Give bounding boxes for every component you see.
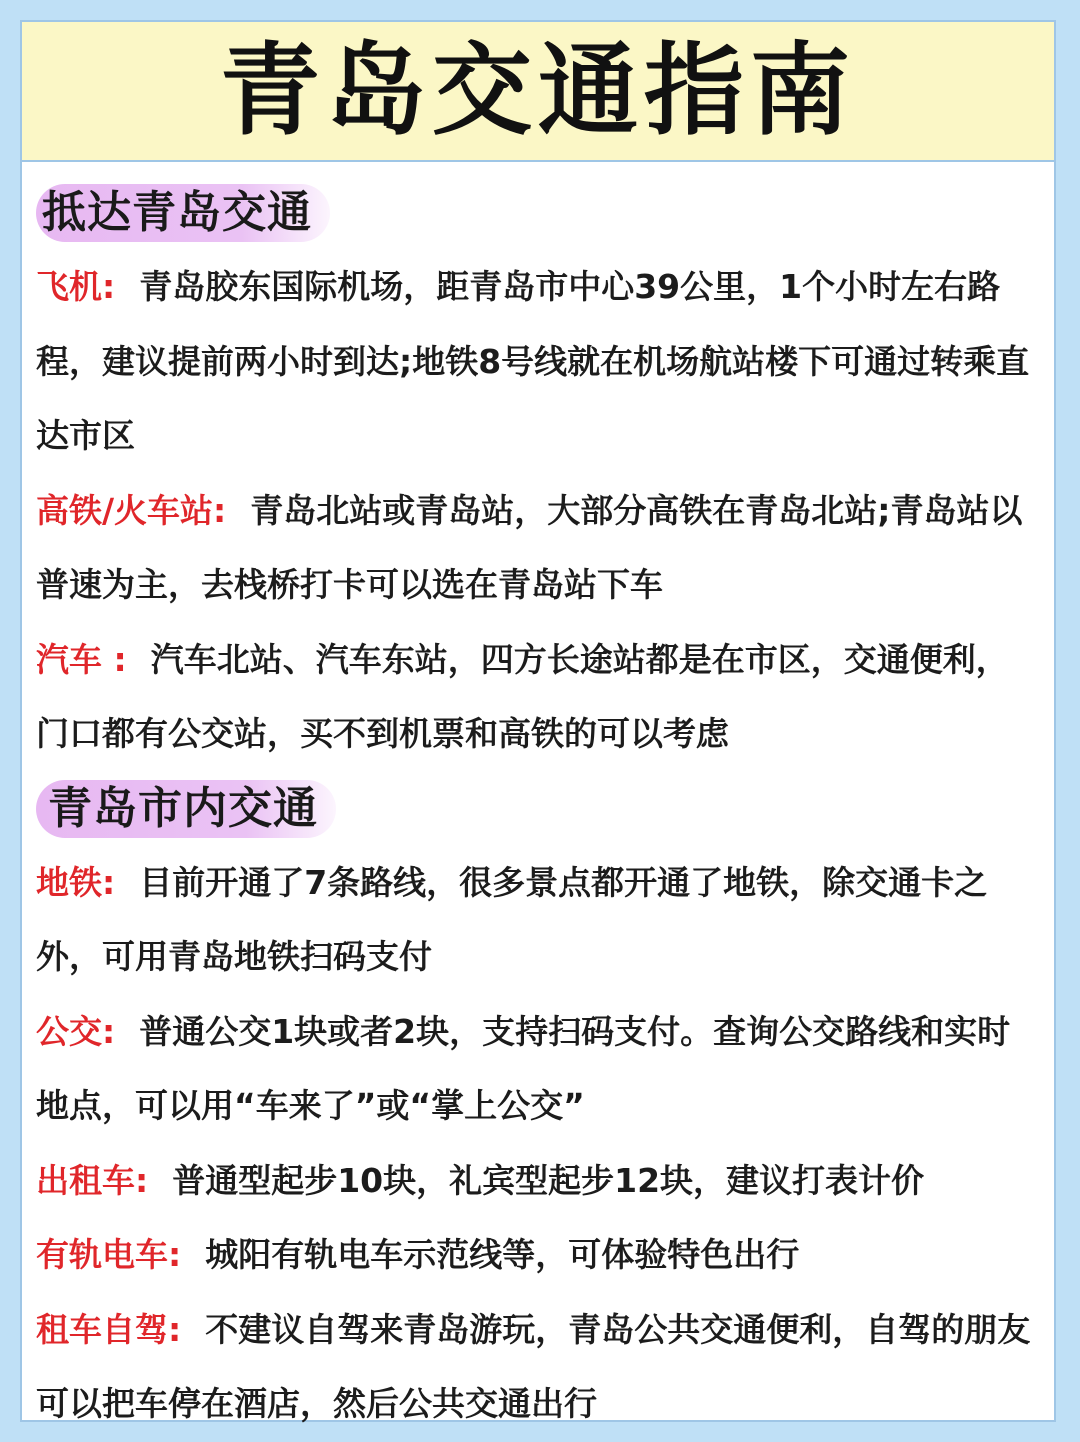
entry-label-self-drive: 租车自驾: xyxy=(36,1309,182,1349)
entry-tram xyxy=(36,1218,1040,1293)
entry-text-tram: 城阳有轨电车示范线等，可体验特色出行 xyxy=(205,1235,800,1274)
entry-coach xyxy=(36,623,1040,772)
entry-bus xyxy=(36,995,1040,1144)
section-heading-city: 青岛市内交通 xyxy=(36,780,336,838)
guide-content xyxy=(22,162,1054,1442)
entry-text-taxi: 普通型起步10块，礼宾型起步12块，建议打表计价 xyxy=(172,1160,925,1200)
section-heading-arrival: 抵达青岛交通 xyxy=(36,184,330,242)
entry-text-coach: 汽车北站、汽车东站，四方长途站都是在市区，交通便利，门口都有公交站，买不到机票和高铁的可以考虑 xyxy=(36,639,1009,753)
entry-text-bus: 普通公交1块或者2块，支持扫码支付。查询公交路线和实时地点，可以用“车来了”或“掌上公交” xyxy=(36,1011,1011,1125)
entry-train xyxy=(36,474,1040,623)
section-arrival xyxy=(36,184,1040,772)
entry-metro xyxy=(36,846,1040,995)
entry-plane xyxy=(36,250,1040,474)
entry-label-plane: 飞机: xyxy=(36,267,116,306)
entry-taxi xyxy=(36,1144,1040,1219)
entry-text-train: 青岛北站或青岛站，大部分高铁在青岛北站;青岛站以普速为主，去栈桥打卡可以选在青岛站下车 xyxy=(36,490,1023,604)
entry-label-train: 高铁/火车站: xyxy=(36,490,227,530)
entry-label-bus: 公交: xyxy=(36,1011,116,1051)
entry-text-metro: 目前开通了7条路线，很多景点都开通了地铁，除交通卡之外，可用青岛地铁扫码支付 xyxy=(36,862,988,976)
guide-card xyxy=(20,20,1056,1422)
entry-label-coach: 汽车 : xyxy=(36,639,127,679)
page-title: 青岛交通指南 xyxy=(220,32,856,149)
entry-label-tram: 有轨电车: xyxy=(36,1235,182,1274)
entry-text-self-drive: 不建议自驾来青岛游玩，青岛公共交通便利，自驾的朋友可以把车停在酒店，然后公共交通出行 xyxy=(36,1309,1031,1423)
entry-self-drive xyxy=(36,1293,1040,1442)
title-banner xyxy=(22,22,1054,162)
entry-label-taxi: 出租车: xyxy=(36,1160,149,1200)
section-city xyxy=(36,772,1040,1442)
entry-text-plane: 青岛胶东国际机场，距青岛市中心39公里，1个小时左右路程，建议提前两小时到达;地铁8号线就在机场航站楼下可通过转乘直达市区 xyxy=(36,267,1030,455)
entry-label-metro: 地铁: xyxy=(36,862,116,902)
